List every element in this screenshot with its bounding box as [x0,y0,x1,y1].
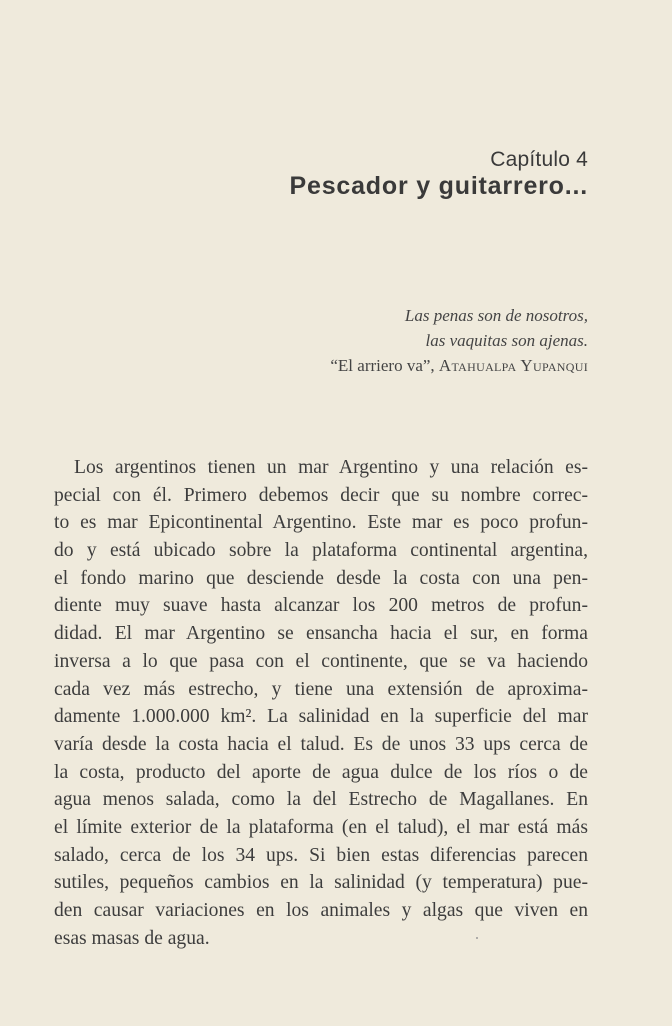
body-line: salado, cerca de los 34 ups. Si bien estas diferencias parecen [54,844,588,866]
body-line: sutiles, pequeños cambios en la salinidad (y temperatura) pue- [54,872,588,894]
body-line: cada vez más estrecho, y tiene una extensión de aproxima- [54,678,588,700]
body-line: didad. El mar Argentino se ensancha hacia el sur, en forma [54,623,588,645]
epigraph-source [330,353,588,378]
body-line: varía desde la costa hacia el talud. Es de unos 33 ups cerca de [54,733,588,755]
body-line: esas masas de agua. [54,927,210,949]
epigraph [330,303,588,378]
chapter-label: Capítulo 4 [490,148,588,171]
body-line: el límite exterior de la plataforma (en el talud), el mar está más [54,816,588,838]
body-line: do y está ubicado sobre la plataforma continental argentina, [54,540,588,562]
body-line: el fondo marino que desciende desde la costa con una pen- [54,567,588,589]
body-line: diente muy suave hasta alcanzar los 200 metros de profun- [54,595,588,617]
chapter-title: Pescador y guitarrero... [289,172,588,200]
body-line: den causar variaciones en los animales y algas que viven en [54,900,588,921]
epigraph-verse-1: Las penas son de nosotros, [404,306,588,325]
body-line: la costa, producto del aporte de agua dulce de los ríos o de [54,761,588,783]
body-line: pecial con él. Primero debemos decir que su nombre correc- [54,484,588,506]
epigraph-song: “El arriero va”, [330,356,439,375]
epigraph-author: Atahualpa Yupanqui [438,356,588,375]
body-paragraph [54,454,588,952]
body-line: Los argentinos tienen un mar Argentino y una relación es- [74,457,588,478]
body-line: damente 1.000.000 km². La salinidad en la superficie del mar [54,706,588,728]
body-line: agua menos salada, como la del Estrecho de Magallanes. En [54,789,588,811]
speck-mark [476,937,478,939]
epigraph-verse-2: las vaquitas son ajenas. [425,331,588,350]
body-line: inversa a lo que pasa con el continente, que se va haciendo [54,650,588,672]
body-line: to es mar Epicontinental Argentino. Este mar es poco profun- [54,512,588,534]
